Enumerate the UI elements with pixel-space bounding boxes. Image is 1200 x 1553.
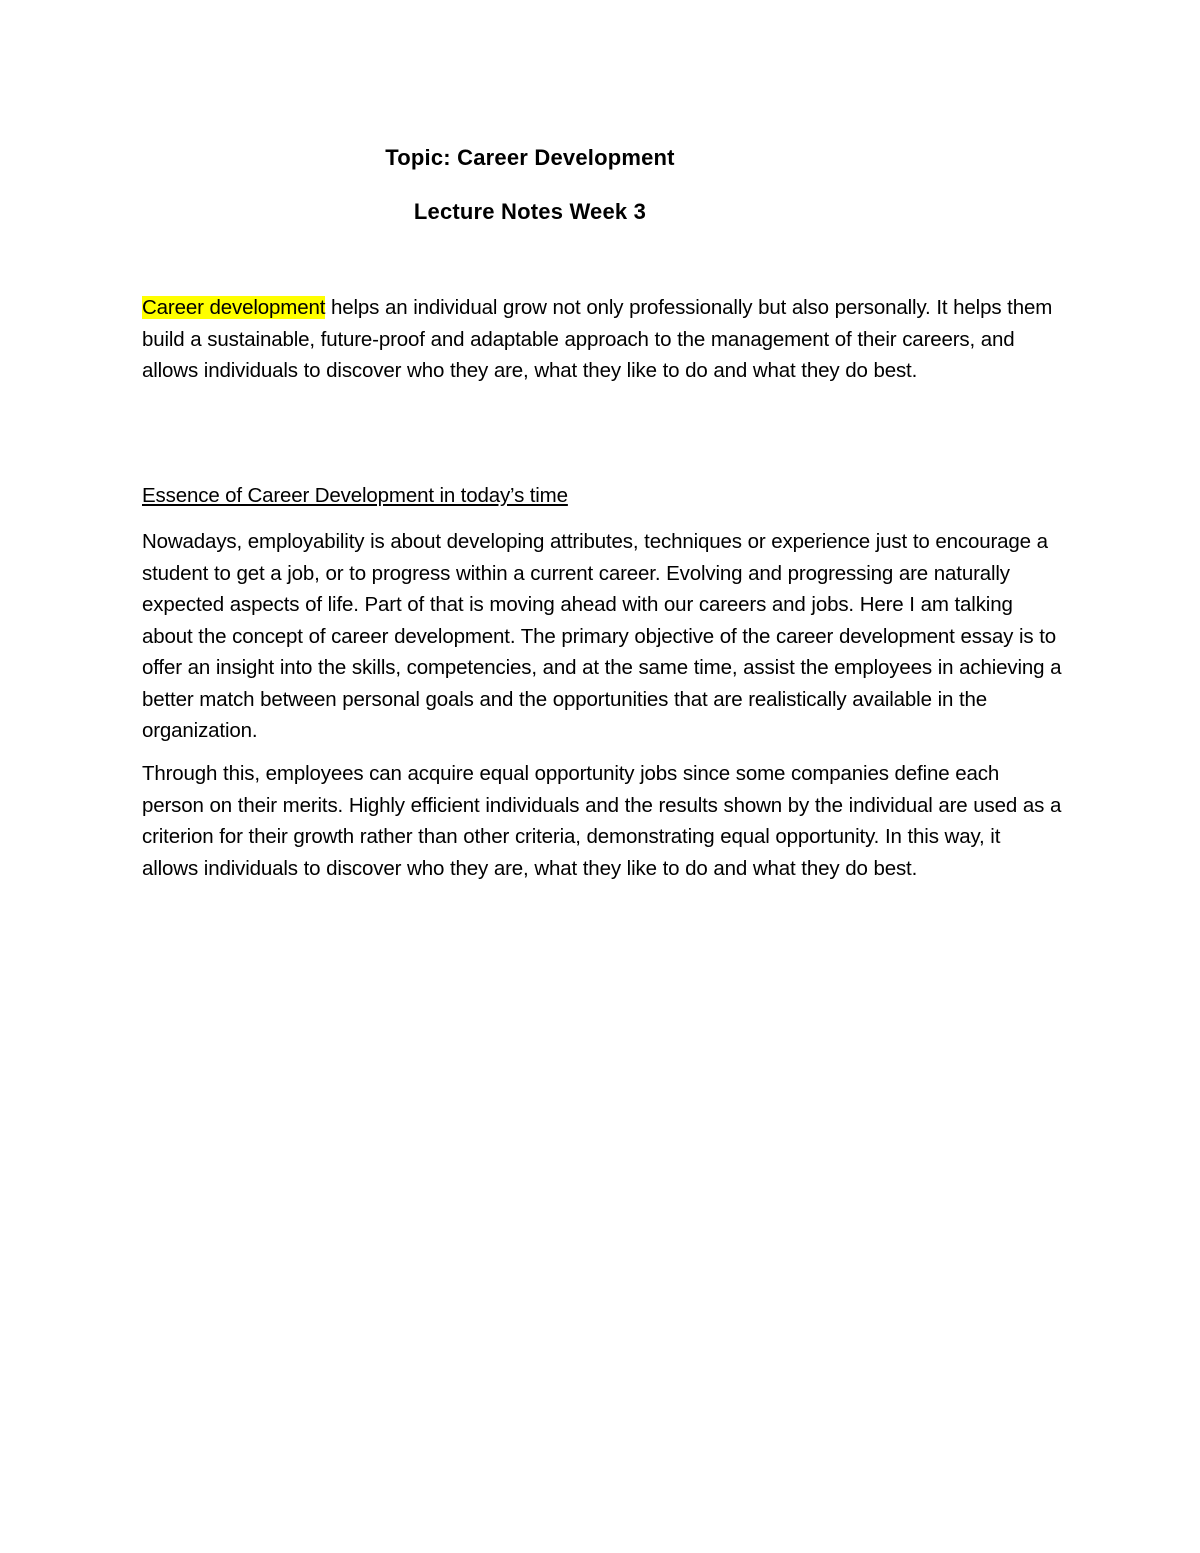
highlighted-term: Career development [142, 296, 326, 319]
topic-title: Topic: Career Development [385, 145, 675, 170]
section-heading: Essence of Career Development in today’s time [142, 484, 568, 507]
paragraph-equal-opportunity: Through this, employees can acquire equal opportunity jobs since some companies define each person on their merits. Highly efficient individuals and the results shown by the individual are used as a criterion for their growth rather than other criteria, demonstrating equal opportunity. In this way, it allows individuals to discover who they are, what they like to do and what they do best. [142, 762, 1062, 880]
intro-text: helps an individual grow not only professionally but also personally. It helps them build a sustainable, future-proof and adaptable approach to the management of their careers, and allows individuals to discover who they are, what they like to do and what they do best. [142, 296, 1053, 382]
paragraph-employability: Nowadays, employability is about developing attributes, techniques or experience just to encourage a student to get a job, or to progress within a current career. Evolving and progressing are naturally expected aspects of life. Part of that is moving ahead with our careers and jobs. Here I am talking about the concept of career development. The primary objective of the career development essay is to offer an insight into the skills, competencies, and at the same time, assist the employees in achieving a better match between personal goals and the opportunities that are realistically available in the organization. [142, 530, 1062, 742]
intro-paragraph [142, 292, 1062, 387]
week-title: Lecture Notes Week 3 [413, 199, 647, 224]
